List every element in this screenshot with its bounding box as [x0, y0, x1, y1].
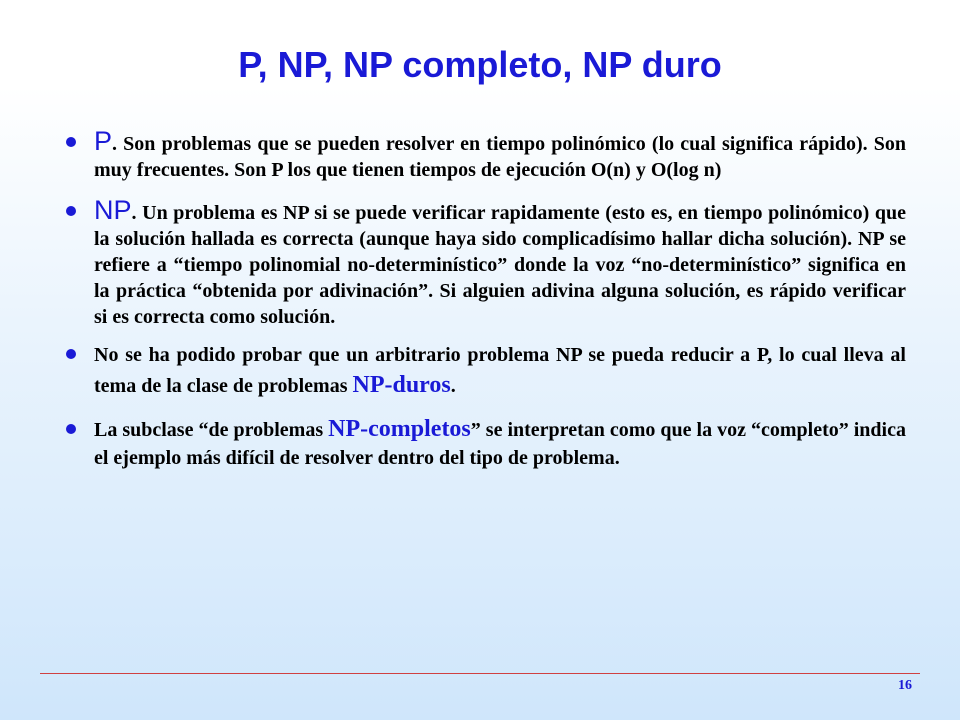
bullet-dot-icon	[66, 206, 76, 216]
bullet-np	[60, 197, 906, 330]
bullet-list	[60, 128, 906, 472]
bullet-np-completos	[60, 415, 906, 472]
bullet-np-text: . Un problema es NP si se puede verificar rapidamente (esto es, en tiempo polinómico) que la solución hallada es correcta (aunque haya sido complicadísimo hallar dicha solución). NP se refiere a “tiempo polinomial no-determinístico” donde la voz “no-determinístico” significa en la práctica “obtenida por adivinación”. Si alguien adivina alguna solución, es rápido verificar si es correcta como solución.	[94, 202, 906, 328]
bullet-np-completos-text: La subclase “de problemas	[94, 419, 329, 441]
term-np: NP	[94, 195, 132, 225]
bullet-dot-icon	[66, 137, 76, 147]
bullet-np-duros-end: .	[450, 375, 456, 397]
term-p: P	[94, 126, 113, 156]
term-np-duros: NP-duros	[352, 372, 451, 398]
bullet-p-text: . Son problemas que se pueden resolver en tiempo polinómico (lo cual significa rápido). Son muy frecuentes. Son P los que tienen tiempos de ejecución O(n) y O(log n)	[94, 133, 906, 181]
bullet-dot-icon	[66, 424, 76, 434]
footer-divider	[40, 673, 920, 674]
bullet-p	[60, 128, 906, 183]
bullet-dot-icon	[66, 349, 76, 359]
bullet-np-completos-end: ” se interpretan como que la voz “completo” indica el ejemplo más difícil de resolver dentro del tipo de problema.	[94, 419, 906, 469]
bullet-np-duros	[60, 340, 906, 401]
page-number: 16	[898, 678, 912, 693]
slide-title: P, NP, NP completo, NP duro	[238, 44, 722, 85]
bullet-np-duros-text: No se ha podido probar que un arbitrario problema NP se pueda reducir a P, lo cual lleva al tema de la clase de problemas	[94, 344, 906, 397]
term-np-completos: NP-completos	[328, 416, 471, 442]
